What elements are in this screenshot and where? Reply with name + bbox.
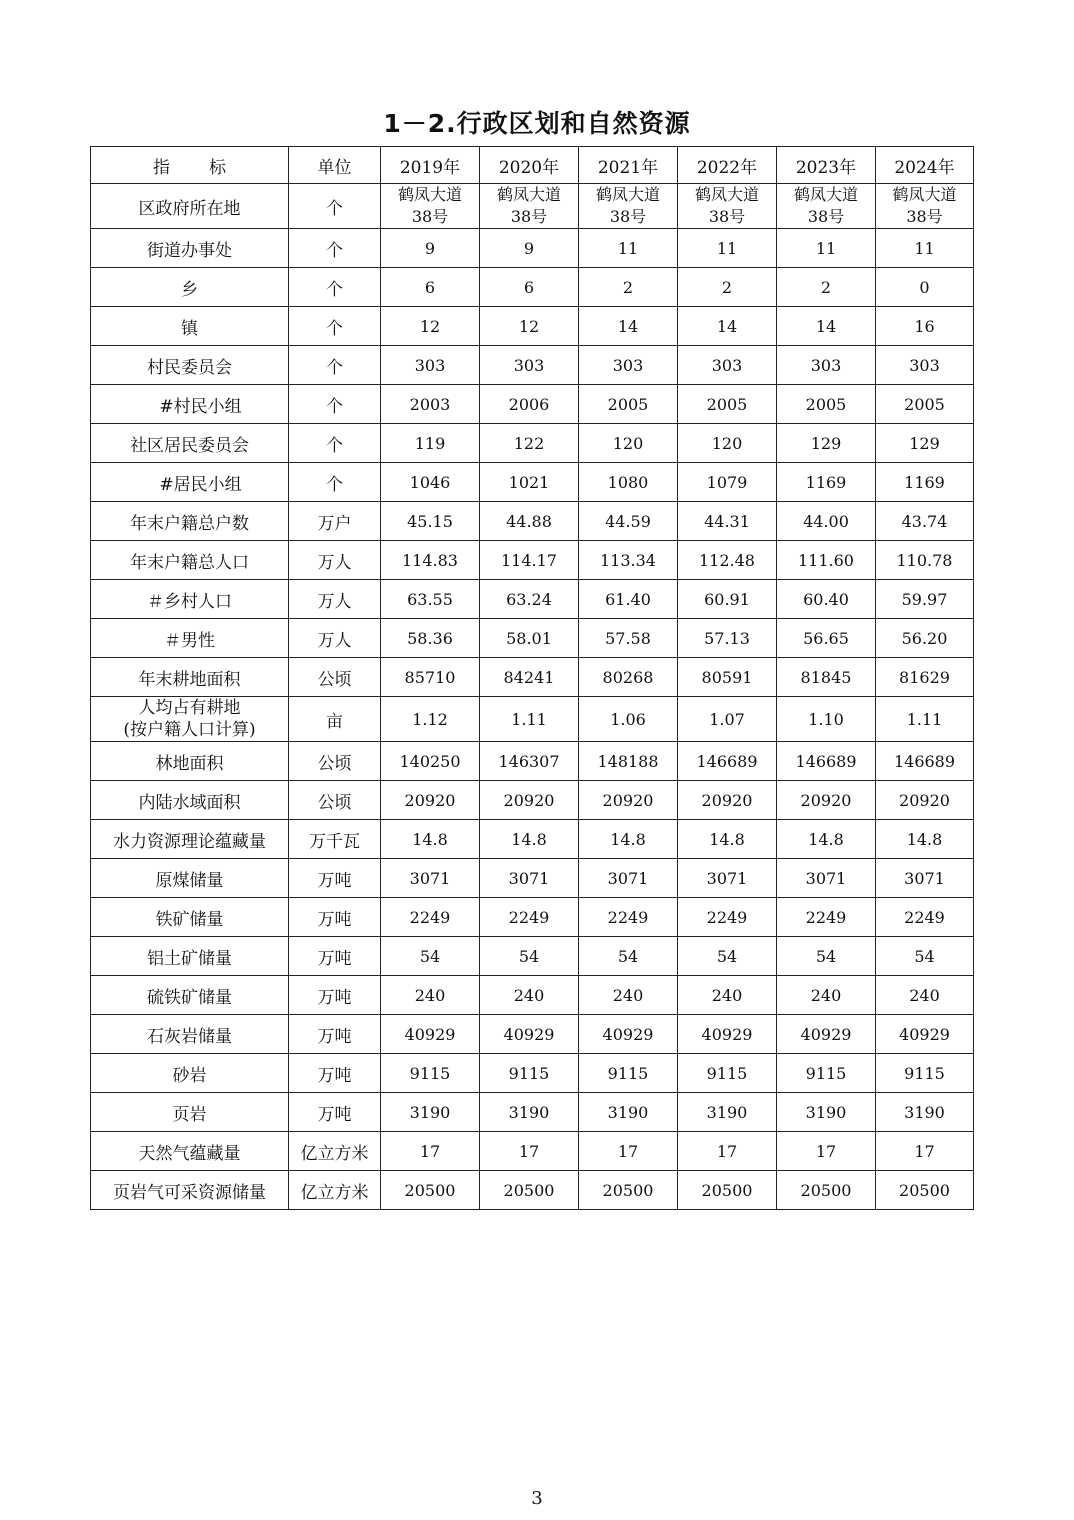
row-value: 54 [777,937,876,976]
row-indicator: 硫铁矿储量 [91,976,289,1015]
row-unit: 个 [289,268,381,307]
row-value: 54 [579,937,678,976]
row-unit: 个 [289,229,381,268]
row-unit: 万人 [289,541,381,580]
row-value: 63.55 [381,580,480,619]
row-value: 12 [480,307,579,346]
table-row [91,781,974,820]
row-value: 240 [381,976,480,1015]
row-value: 57.58 [579,619,678,658]
row-value: 44.59 [579,502,678,541]
table-row [91,976,974,1015]
row-value: 58.36 [381,619,480,658]
table-row [91,541,974,580]
row-value: 146689 [777,742,876,781]
row-value: 122 [480,424,579,463]
row-value: 2005 [777,385,876,424]
row-value: 40929 [381,1015,480,1054]
row-value: 45.15 [381,502,480,541]
row-value: 17 [579,1132,678,1171]
row-value: 1079 [678,463,777,502]
row-value: 2249 [777,898,876,937]
header-year: 2020年 [480,147,579,184]
header-year: 2019年 [381,147,480,184]
table-row [91,742,974,781]
row-unit: 万吨 [289,898,381,937]
row-value: 61.40 [579,580,678,619]
row-unit: 万吨 [289,976,381,1015]
row-indicator: ＃乡村人口 [91,580,289,619]
row-value: 17 [381,1132,480,1171]
row-value: 240 [678,976,777,1015]
row-value: 54 [876,937,974,976]
row-value: 114.83 [381,541,480,580]
row-value: 14.8 [579,820,678,859]
row-indicator: 原煤储量 [91,859,289,898]
row-value: 3190 [480,1093,579,1132]
row-indicator: 页岩气可采资源储量 [91,1171,289,1210]
row-value: 17 [480,1132,579,1171]
row-value: 20920 [480,781,579,820]
row-value: 303 [777,346,876,385]
row-indicator: 石灰岩储量 [91,1015,289,1054]
table-body [91,184,974,1210]
row-value: 119 [381,424,480,463]
row-value: 20500 [381,1171,480,1210]
row-value: 9115 [579,1054,678,1093]
row-value: 2 [777,268,876,307]
row-value: 40929 [777,1015,876,1054]
row-unit: 万人 [289,580,381,619]
row-value: 2249 [678,898,777,937]
row-value: 54 [381,937,480,976]
row-value: 2249 [480,898,579,937]
row-value: 303 [579,346,678,385]
row-value: 111.60 [777,541,876,580]
table-row [91,502,974,541]
row-value: 9 [480,229,579,268]
row-value: 14 [678,307,777,346]
row-value: 57.13 [678,619,777,658]
row-indicator: 镇 [91,307,289,346]
row-value: 20500 [678,1171,777,1210]
row-value: 240 [777,976,876,1015]
table-row [91,229,974,268]
row-value: 鹤凤大道 38号 [579,184,678,229]
table-row [91,1054,974,1093]
row-value: 40929 [480,1015,579,1054]
row-value: 9115 [480,1054,579,1093]
row-value: 120 [678,424,777,463]
row-value: 2 [678,268,777,307]
row-value: 1021 [480,463,579,502]
row-value: 129 [876,424,974,463]
row-unit: 万吨 [289,1015,381,1054]
row-value: 2006 [480,385,579,424]
table-row [91,580,974,619]
row-value: 56.65 [777,619,876,658]
row-value: 54 [480,937,579,976]
row-indicator: 年末户籍总户数 [91,502,289,541]
row-indicator: ＃男性 [91,619,289,658]
row-unit: 个 [289,424,381,463]
row-value: 1.11 [480,697,579,742]
row-value: 146689 [876,742,974,781]
row-value: 140250 [381,742,480,781]
row-value: 11 [876,229,974,268]
row-value: 20920 [579,781,678,820]
row-value: 1.07 [678,697,777,742]
row-value: 鹤凤大道 38号 [480,184,579,229]
row-unit: 亿立方米 [289,1132,381,1171]
row-value: 14.8 [480,820,579,859]
row-value: 120 [579,424,678,463]
row-value: 9 [381,229,480,268]
header-indicator [91,147,289,184]
row-indicator: #村民小组 [91,385,289,424]
row-value: 2249 [876,898,974,937]
row-value: 2249 [579,898,678,937]
row-unit: 万吨 [289,1093,381,1132]
row-unit: 万吨 [289,859,381,898]
table-row [91,424,974,463]
row-value: 240 [480,976,579,1015]
header-year: 2022年 [678,147,777,184]
row-value: 6 [381,268,480,307]
row-value: 鹤凤大道 38号 [876,184,974,229]
statistics-table [90,146,974,1210]
row-indicator: 铝土矿储量 [91,937,289,976]
row-value: 3190 [777,1093,876,1132]
row-value: 9115 [876,1054,974,1093]
row-value: 14.8 [876,820,974,859]
row-value: 129 [777,424,876,463]
row-unit: 万吨 [289,1054,381,1093]
row-unit: 万人 [289,619,381,658]
row-value: 14.8 [777,820,876,859]
row-indicator: 天然气蕴藏量 [91,1132,289,1171]
header-year: 2023年 [777,147,876,184]
table-row [91,346,974,385]
row-indicator: 年末耕地面积 [91,658,289,697]
row-value: 1.12 [381,697,480,742]
row-unit: 万千瓦 [289,820,381,859]
table-row [91,937,974,976]
row-value: 40929 [876,1015,974,1054]
row-value: 14.8 [381,820,480,859]
row-value: 12 [381,307,480,346]
row-indicator: 铁矿储量 [91,898,289,937]
row-indicator: 水力资源理论蕴藏量 [91,820,289,859]
row-value: 303 [876,346,974,385]
row-value: 240 [876,976,974,1015]
row-value: 9115 [678,1054,777,1093]
row-value: 59.97 [876,580,974,619]
row-indicator: 乡 [91,268,289,307]
row-value: 20920 [678,781,777,820]
row-value: 14 [579,307,678,346]
row-indicator: 社区居民委员会 [91,424,289,463]
row-value: 16 [876,307,974,346]
row-unit: 个 [289,385,381,424]
row-unit: 公顷 [289,658,381,697]
row-value: 鹤凤大道 38号 [777,184,876,229]
row-value: 0 [876,268,974,307]
table-row [91,658,974,697]
row-value: 1046 [381,463,480,502]
row-value: 1.06 [579,697,678,742]
table-row [91,307,974,346]
row-value: 鹤凤大道 38号 [381,184,480,229]
row-value: 2005 [876,385,974,424]
table-row [91,184,974,229]
row-indicator: 页岩 [91,1093,289,1132]
row-value: 20500 [777,1171,876,1210]
table-row [91,820,974,859]
table-row [91,859,974,898]
row-value: 3071 [876,859,974,898]
row-value: 2249 [381,898,480,937]
row-unit: 万吨 [289,937,381,976]
row-value: 20500 [876,1171,974,1210]
table-row [91,1093,974,1132]
page-title: 1－2.行政区划和自然资源 [383,109,691,138]
row-indicator: 人均占有耕地 (按户籍人口计算) [91,697,289,742]
row-value: 80591 [678,658,777,697]
header-indicator-char-1: 指 [153,157,170,178]
row-value: 80268 [579,658,678,697]
table-row [91,385,974,424]
table-row [91,463,974,502]
row-unit: 万户 [289,502,381,541]
header-year: 2021年 [579,147,678,184]
table-row [91,619,974,658]
row-value: 2005 [678,385,777,424]
table-row [91,898,974,937]
row-value: 1169 [777,463,876,502]
row-value: 9115 [777,1054,876,1093]
row-value: 113.34 [579,541,678,580]
row-unit: 个 [289,346,381,385]
row-value: 1169 [876,463,974,502]
row-value: 146307 [480,742,579,781]
row-value: 60.40 [777,580,876,619]
row-indicator: 村民委员会 [91,346,289,385]
row-value: 58.01 [480,619,579,658]
row-value: 44.31 [678,502,777,541]
row-indicator: #居民小组 [91,463,289,502]
row-value: 3190 [381,1093,480,1132]
row-indicator: 砂岩 [91,1054,289,1093]
row-value: 110.78 [876,541,974,580]
row-value: 20500 [579,1171,678,1210]
row-value: 81629 [876,658,974,697]
row-unit: 个 [289,307,381,346]
row-unit: 亿立方米 [289,1171,381,1210]
row-value: 84241 [480,658,579,697]
row-value: 11 [678,229,777,268]
row-value: 14 [777,307,876,346]
table-row [91,697,974,742]
row-indicator: 林地面积 [91,742,289,781]
row-value: 303 [480,346,579,385]
table-row [91,1171,974,1210]
row-value: 20920 [381,781,480,820]
row-value: 54 [678,937,777,976]
row-value: 40929 [579,1015,678,1054]
row-unit: 个 [289,463,381,502]
row-value: 20920 [876,781,974,820]
row-value: 40929 [678,1015,777,1054]
row-value: 17 [678,1132,777,1171]
row-indicator: 内陆水域面积 [91,781,289,820]
row-value: 20920 [777,781,876,820]
row-value: 60.91 [678,580,777,619]
row-value: 3190 [678,1093,777,1132]
table-row [91,268,974,307]
row-value: 303 [678,346,777,385]
row-value: 11 [579,229,678,268]
row-value: 鹤凤大道 38号 [678,184,777,229]
row-value: 85710 [381,658,480,697]
row-value: 43.74 [876,502,974,541]
row-unit: 公顷 [289,781,381,820]
row-value: 3190 [876,1093,974,1132]
row-value: 3190 [579,1093,678,1132]
row-value: 3071 [480,859,579,898]
page-number: 3 [531,1488,543,1509]
row-indicator: 街道办事处 [91,229,289,268]
row-value: 3071 [777,859,876,898]
row-value: 148188 [579,742,678,781]
header-year: 2024年 [876,147,974,184]
row-value: 14.8 [678,820,777,859]
row-value: 1.11 [876,697,974,742]
row-value: 114.17 [480,541,579,580]
row-value: 240 [579,976,678,1015]
row-value: 146689 [678,742,777,781]
row-value: 44.88 [480,502,579,541]
row-value: 11 [777,229,876,268]
row-value: 63.24 [480,580,579,619]
row-value: 20500 [480,1171,579,1210]
row-value: 56.20 [876,619,974,658]
row-value: 44.00 [777,502,876,541]
row-value: 112.48 [678,541,777,580]
row-value: 6 [480,268,579,307]
row-value: 303 [381,346,480,385]
header-unit: 单位 [289,147,381,184]
row-indicator: 年末户籍总人口 [91,541,289,580]
row-value: 17 [777,1132,876,1171]
row-unit: 个 [289,184,381,229]
row-value: 3071 [579,859,678,898]
row-unit: 公顷 [289,742,381,781]
row-value: 2 [579,268,678,307]
row-value: 2003 [381,385,480,424]
table-row [91,1132,974,1171]
row-unit: 亩 [289,697,381,742]
row-value: 3071 [381,859,480,898]
row-value: 1.10 [777,697,876,742]
row-value: 2005 [579,385,678,424]
row-value: 9115 [381,1054,480,1093]
row-value: 1080 [579,463,678,502]
header-row [91,147,974,184]
header-indicator-char-2: 标 [209,157,226,178]
row-value: 81845 [777,658,876,697]
row-value: 17 [876,1132,974,1171]
row-indicator: 区政府所在地 [91,184,289,229]
row-value: 3071 [678,859,777,898]
table-row [91,1015,974,1054]
